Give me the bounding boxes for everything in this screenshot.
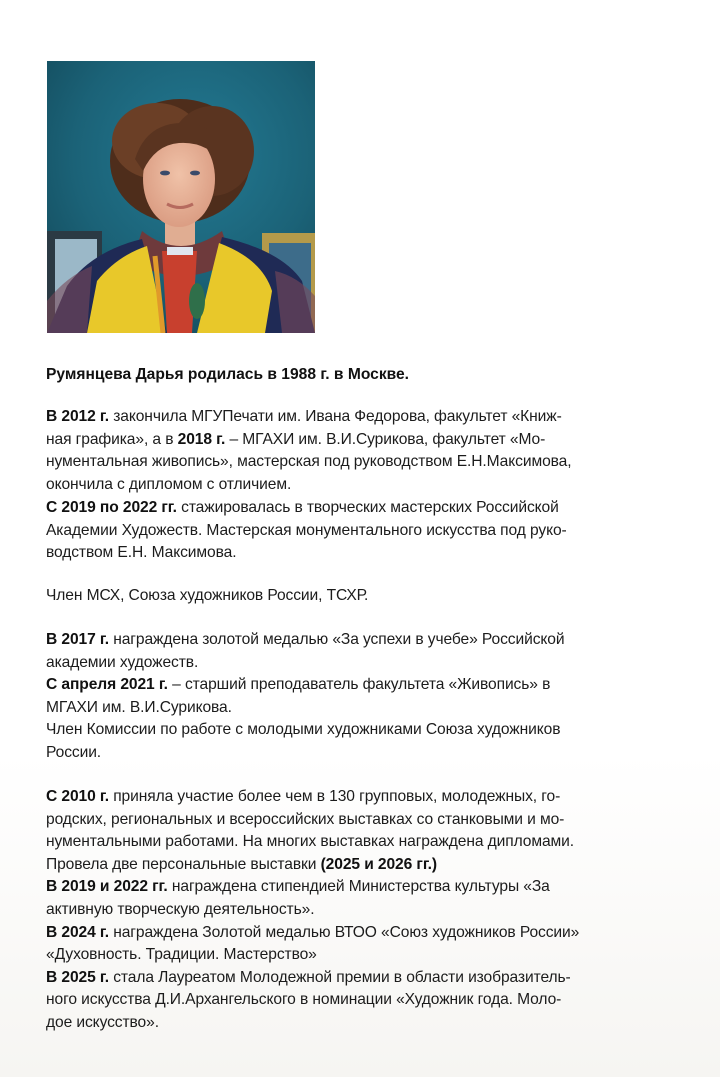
text-span: МГАХИ им. В.И.Сурикова. — [46, 698, 232, 716]
text-span: нументальная живопись», мастерская под руководством Е.Н.Максимова, — [46, 453, 572, 471]
text-span: награждена золотой медалью «За успехи в учебе» Российской — [108, 631, 565, 648]
internship-block — [46, 497, 676, 565]
award-2017-paragraph — [46, 629, 676, 674]
text-span: «Духовность. Традиции. Мастерство» — [46, 946, 317, 964]
text-span: России. — [46, 743, 102, 761]
scholarship-paragraph — [46, 876, 676, 921]
award-2024-paragraph — [46, 922, 676, 967]
teaching-paragraph — [46, 674, 676, 719]
text-span: награждена Золотой медалью ВТОО «Союз художников России» — [108, 923, 580, 941]
years-2019-2022: С 2019 по 2022 гг. — [46, 499, 177, 516]
biography-heading: Румянцева Дарья родилась в 1988 г. в Москве. — [46, 366, 410, 383]
text-span: водством Е.Н. Максимова. — [46, 544, 237, 562]
commission-paragraph — [46, 719, 676, 764]
since-april-2021: С апреля 2021 г. — [46, 676, 168, 694]
internship-paragraph — [46, 497, 676, 565]
text-span: ная графика», а в — [46, 430, 178, 448]
text-span: Провела две персональные выставки — [46, 855, 321, 873]
text-span: приняла участие более чем в 130 групповых, молодежных, го- — [108, 788, 561, 805]
text-span: Член Комиссии по работе с молодыми художниками Союза художников — [46, 721, 561, 739]
membership-block — [46, 585, 676, 608]
portrait-photo — [47, 61, 315, 333]
year-2012: В 2012 г. — [46, 408, 109, 425]
text-span: активную творческую деятельность». — [46, 900, 315, 918]
years-2019-2022-scholarship: В 2019 и 2022 гг. — [46, 878, 168, 896]
year-2018: 2018 г. — [177, 430, 226, 448]
text-span: ного искусства Д.И.Архангельского в номинации «Художник года. Моло- — [46, 991, 562, 1009]
text-span: академии художеств. — [46, 653, 199, 671]
education-paragraph — [46, 406, 676, 496]
exhibitions-paragraph — [46, 786, 676, 876]
text-span: дое искусство». — [46, 1013, 159, 1031]
exhibitions-block — [46, 786, 676, 1035]
since-2010: С 2010 г. — [46, 788, 109, 805]
membership-paragraph: Член МСХ, Союза художников России, ТСХР. — [46, 587, 369, 604]
year-2024: В 2024 г. — [46, 923, 109, 941]
year-2017: В 2017 г. — [46, 631, 109, 648]
text-span: – старший преподаватель факультета «Живопись» в — [167, 676, 551, 694]
text-span: закончила МГУПечати им. Ивана Федорова, факультет «Книж- — [108, 408, 562, 425]
text-span: стала Лауреатом Молодежной премии в области изобразитель- — [108, 968, 571, 986]
solo-exhibition-years: (2025 и 2026 гг.) — [320, 855, 437, 873]
text-span: нументальными работами. На многих выставках награждена дипломами. — [46, 833, 574, 851]
text-span: окончила с дипломом с отличием. — [46, 475, 292, 493]
portrait-illustration — [47, 61, 315, 333]
text-span: родских, региональных и всероссийских выставках со станковыми и мо- — [46, 810, 565, 828]
text-span: – МГАХИ им. В.И.Сурикова, факультет «Мо- — [225, 430, 546, 448]
education-block — [46, 406, 676, 496]
text-span: стажировалась в творческих мастерских Российской — [176, 499, 559, 516]
awards-teaching-block — [46, 629, 676, 765]
text-span: Академии Художеств. Мастерская монументального искусства под руко- — [46, 521, 567, 539]
year-2025: В 2025 г. — [46, 968, 109, 986]
award-2025-paragraph — [46, 967, 676, 1035]
text-span: награждена стипендией Министерства культуры «За — [167, 878, 550, 896]
